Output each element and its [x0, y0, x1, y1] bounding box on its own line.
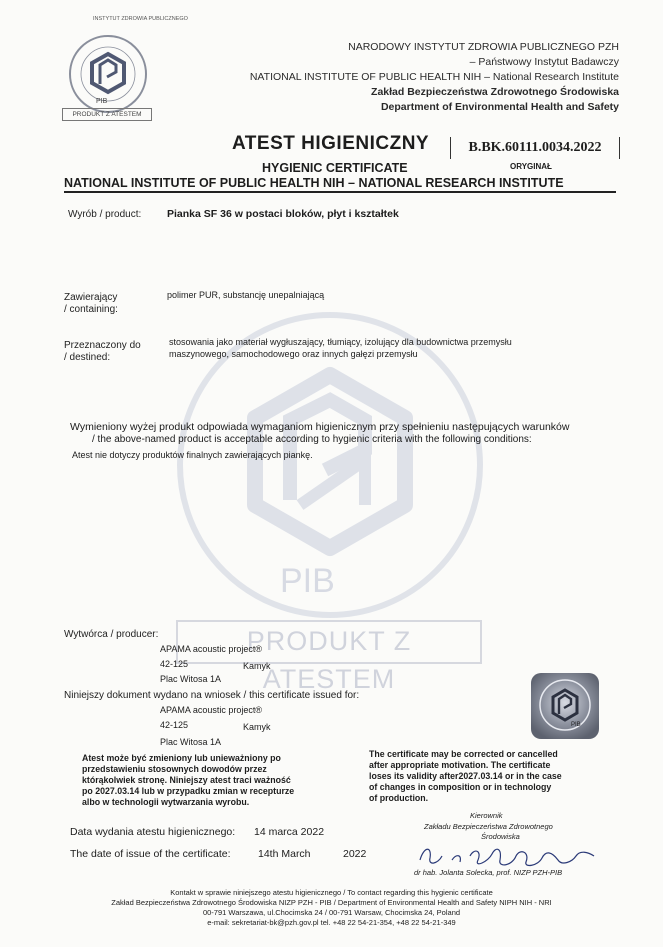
header-line-2: – Państwowy Instytut Badawczy [469, 56, 619, 68]
producer-label: Wytwórca / producer: [64, 629, 159, 640]
certificate-title: ATEST HIGIENICZNY [232, 133, 430, 154]
signatory-role: Kierownik [470, 811, 503, 820]
institute-name: NATIONAL INSTITUTE OF PUBLIC HEALTH NIH – NATIONAL RESEARCH INSTITUTE [64, 176, 616, 193]
watermark-pib: PIB [280, 562, 335, 600]
signatory-dept-2: Środowiska [481, 832, 520, 841]
footer [40, 888, 623, 928]
signatory-dept-1: Zakładu Bezpieczeństwa Zdrowotnego [424, 822, 553, 831]
producer-city: Kamyk [243, 661, 271, 671]
containing-label-2: / containing: [64, 304, 118, 315]
hologram-sticker [530, 672, 600, 740]
containing-label-1: Zawierający [64, 292, 118, 303]
validity-pl-line: albo w technologii wytwarzania wyrobu. [82, 797, 250, 807]
original-mark: ORYGINAŁ [510, 162, 552, 171]
conditions-line-1: Wymieniony wyżej produkt odpowiada wymaganiom higienicznym przy spełnieniu następujących warunków [70, 421, 570, 433]
header-line-3: NATIONAL INSTITUTE OF PUBLIC HEALTH NIH – National Research Institute [249, 71, 619, 83]
destined-value-2: maszynowego, samochodowego oraz innych gałęzi przemysłu [169, 349, 418, 359]
issued-for-name: APAMA acoustic project® [160, 705, 263, 715]
logo-pib: PIB [96, 98, 108, 105]
footer-line: Kontakt w sprawie niniejszego atestu higienicznego / To contact regarding this hygienic certificate [170, 888, 493, 897]
header-line-1: NARODOWY INSTYTUT ZDROWIA PUBLICZNEGO PZH [348, 41, 619, 53]
issue-date-pl-label: Data wydania atestu higienicznego: [70, 826, 236, 838]
footer-line: 00-791 Warszawa, ul.Chocimska 24 / 00-791 Warsaw, Chocimska 24, Poland [202, 908, 461, 917]
hologram-text: PIB [571, 722, 581, 728]
producer-name: APAMA acoustic project® [160, 644, 263, 654]
validity-en-line: of changes in composition or in technology [369, 782, 552, 792]
header-line-4: Zakład Bezpieczeństwa Zdrowotnego Środowiska [371, 86, 619, 98]
validity-en-line: loses its validity after2027.03.14 or in the case [369, 771, 562, 781]
footer-line: Zakład Bezpieczeństwa Zdrowotnego Środowiska NIZP PZH - PIB / Department of Environmental Health and Safety NIPH NIH - NRI [111, 898, 552, 907]
issue-date-en-day: 14th March [258, 848, 311, 860]
destined-label-1: Przeznaczony do [64, 340, 141, 351]
issue-date-en-year: 2022 [343, 848, 367, 860]
containing-value: polimer PUR, substancję unepalniającą [167, 290, 325, 300]
producer-street: Plac Witosa 1A [160, 674, 222, 684]
issue-date-en-label: The date of issue of the certificate: [70, 848, 231, 860]
validity-en-line: of production. [369, 793, 429, 803]
signatory-name: dr hab. Jolanta Solecka, prof. NIZP PZH-PIB [414, 868, 563, 877]
validity-pl-line: przedstawieniu stosownych dowodów przez [82, 764, 267, 774]
destined-label-2: / destined: [64, 352, 111, 363]
logo-banner: PRODUKT Z ATESTEM [62, 108, 152, 121]
validity-pl [82, 753, 352, 808]
issued-for-label: Niniejszy dokument wydano na wniosek / this certificate issued for: [64, 690, 360, 701]
issued-for-city: Kamyk [243, 722, 271, 732]
certificate-subtitle: HYGIENIC CERTIFICATE [262, 161, 408, 175]
validity-pl-line: po 2027.03.14 lub w przypadku zmian w recepturze [82, 786, 295, 796]
issued-for-street: Plac Witosa 1A [160, 737, 222, 747]
logo-ring-text: INSTYTUT ZDROWIA PUBLICZNEGO [93, 16, 188, 22]
validity-en [369, 749, 629, 804]
validity-en-line: The certificate may be corrected or cancelled [369, 749, 558, 759]
product-label: Wyrób / product: [68, 209, 142, 220]
validity-en-line: after appropriate motivation. The certificate [369, 760, 551, 770]
conditions-line-2: / the above-named product is acceptable according to hygienic criteria with the following conditions: [92, 434, 532, 445]
validity-pl-line: Atest może być zmieniony lub unieważniony po [82, 753, 281, 763]
product-value: Pianka SF 36 w postaci bloków, płyt i kształtek [167, 208, 399, 220]
producer-postcode: 42-125 [160, 659, 189, 669]
issue-date-pl-value: 14 marca 2022 [254, 826, 325, 838]
header-line-5: Department of Environmental Health and Safety [380, 101, 619, 113]
footer-line: e-mail: sekretariat-bk@pzh.gov.pl tel. +48 22 54-21-354, +48 22 54-21-349 [207, 918, 456, 927]
conditions-line-3: Atest nie dotyczy produktów finalnych zawierających piankę. [72, 450, 313, 460]
issued-for-postcode: 42-125 [160, 720, 189, 730]
validity-pl-line: którąkolwiek stronę. Niniejszy atest traci ważność [82, 775, 291, 785]
signature [412, 838, 612, 872]
certificate-number: B.BK.60111.0034.2022 [450, 137, 620, 159]
watermark-banner-text: PRODUKT Z ATESTEM [246, 626, 412, 694]
destined-value-1: stosowania jako materiał wygłuszający, tłumiący, izolujący dla budownictwa przemysłu [169, 337, 512, 347]
